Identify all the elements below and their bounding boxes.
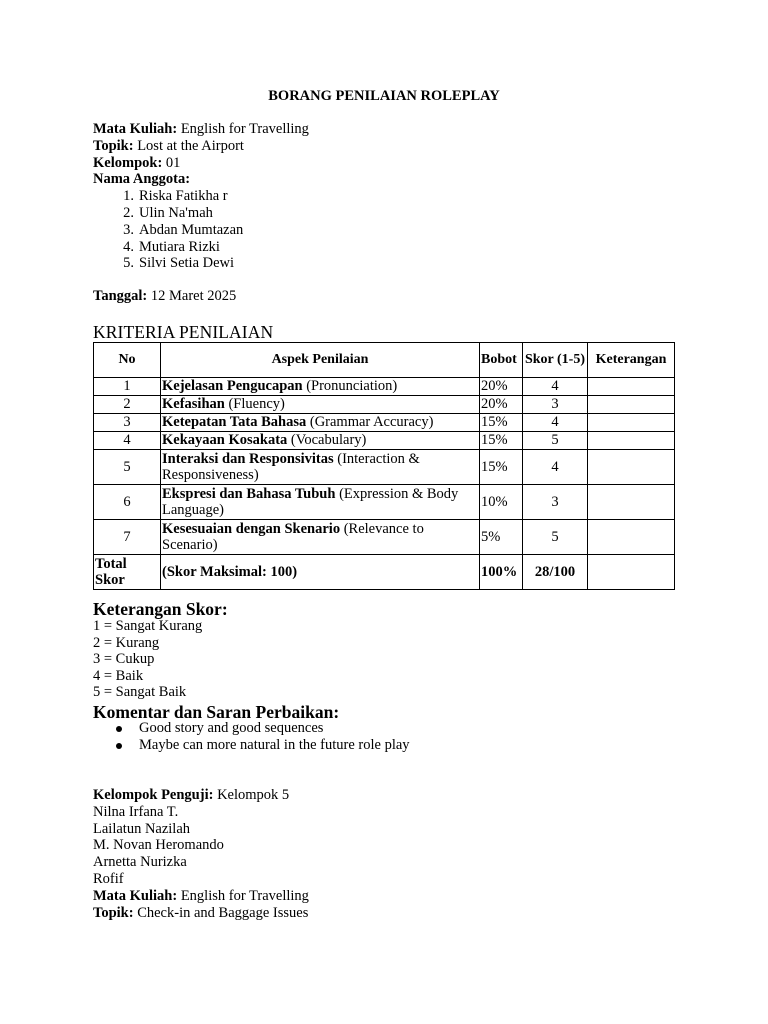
- header-no: No: [94, 343, 161, 378]
- header-aspek: Aspek Penilaian: [161, 343, 480, 378]
- table-row: 2 Kefasihan (Fluency) 20% 3: [94, 396, 675, 414]
- tanggal-label: Tanggal:: [93, 288, 148, 304]
- list-item: 1 = Sangat Kurang: [93, 618, 203, 634]
- total-ket: [588, 555, 675, 590]
- total-aspek: (Skor Maksimal: 100): [161, 555, 480, 590]
- komentar-list: [93, 720, 410, 754]
- penguji-value: Kelompok 5: [217, 787, 290, 803]
- table-row: 5 Interaksi dan Responsivitas (Interaction & Responsiveness) 15% 4: [94, 450, 675, 485]
- bullet-icon: [116, 743, 122, 749]
- info-block: [93, 121, 309, 272]
- header-bobot: Bobot: [480, 343, 523, 378]
- total-label: Total Skor: [94, 555, 161, 590]
- penguji-name: M. Novan Heromando: [93, 837, 224, 854]
- list-item: 2 = Kurang: [93, 634, 160, 651]
- total-skor: 28/100: [523, 555, 588, 590]
- penguji-block: [93, 787, 309, 921]
- member-list: [93, 188, 309, 272]
- bullet-icon: [116, 726, 122, 732]
- keterangan-skor-heading: Keterangan Skor:: [93, 599, 228, 619]
- header-keterangan: Keterangan: [588, 343, 675, 378]
- list-item: 5. Silvi Setia Dewi: [123, 255, 235, 272]
- penguji-name: Lailatun Nazilah: [93, 820, 191, 837]
- kriteria-heading: KRITERIA PENILAIAN: [93, 322, 274, 342]
- list-item: 4 = Baik: [93, 667, 144, 684]
- penguji-name: Nilna Irfana T.: [93, 803, 179, 820]
- penguji-name: Arnetta Nurizka: [93, 854, 187, 871]
- list-item: 2. Ulin Na'mah: [123, 204, 213, 221]
- document-title: BORANG PENILAIAN ROLEPLAY: [268, 88, 500, 104]
- list-item: 3. Abdan Mumtazan: [123, 221, 244, 238]
- komentar-heading: Komentar dan Saran Perbaikan:: [93, 702, 340, 722]
- table-total-row: [94, 555, 675, 590]
- anggota-label: Nama Anggota:: [93, 171, 191, 188]
- topik-line: [93, 138, 309, 155]
- kelompok-line: [93, 155, 309, 172]
- list-item: 1. Riska Fatikha r: [123, 188, 228, 205]
- kelompok-label: Kelompok:: [93, 154, 163, 171]
- penguji-label: Kelompok Penguji:: [93, 787, 214, 803]
- list-item: Maybe can more natural in the future role play: [139, 737, 410, 754]
- kelompok-value: 01: [165, 154, 181, 171]
- mata-kuliah-line: [93, 121, 309, 138]
- list-item: 5 = Sangat Baik: [93, 684, 187, 701]
- total-bobot: 100%: [480, 555, 523, 590]
- list-item: Good story and good sequences: [139, 720, 410, 737]
- mata-kuliah-value: English for Travelling: [180, 121, 309, 137]
- table-row: 6 Ekspresi dan Bahasa Tubuh (Expression & Body Language) 10% 3: [94, 485, 675, 520]
- table-row: 1 Kejelasan Pengucapan (Pronunciation) 20% 4: [94, 378, 675, 396]
- tanggal-value: 12 Maret 2025: [150, 288, 237, 304]
- kriteria-table: [93, 342, 675, 590]
- header-skor: Skor (1-5): [523, 343, 588, 378]
- table-header-row: [94, 343, 675, 378]
- table-row: 3 Ketepatan Tata Bahasa (Grammar Accuracy) 15% 4: [94, 414, 675, 432]
- table-row: 7 Kesesuaian dengan Skenario (Relevance to Scenario) 5% 5: [94, 520, 675, 555]
- topik-value: Lost at the Airport: [137, 137, 244, 154]
- mata-kuliah-label: Mata Kuliah:: [93, 121, 178, 137]
- list-item: 3 = Cukup: [93, 651, 155, 668]
- penguji-topik-line: Topik: Check-in and Baggage Issues: [93, 904, 309, 921]
- penguji-mata-kuliah-line: Mata Kuliah: English for Travelling: [93, 887, 309, 904]
- table-row: 4 Kekayaan Kosakata (Vocabulary) 15% 5: [94, 432, 675, 450]
- tanggal-line: [93, 288, 236, 305]
- penguji-line: [93, 787, 309, 804]
- topik-label: Topik:: [93, 137, 134, 154]
- penguji-name: Rofif: [93, 870, 124, 887]
- list-item: 4. Mutiara Rizki: [123, 238, 220, 255]
- keterangan-skor-list: [93, 618, 202, 701]
